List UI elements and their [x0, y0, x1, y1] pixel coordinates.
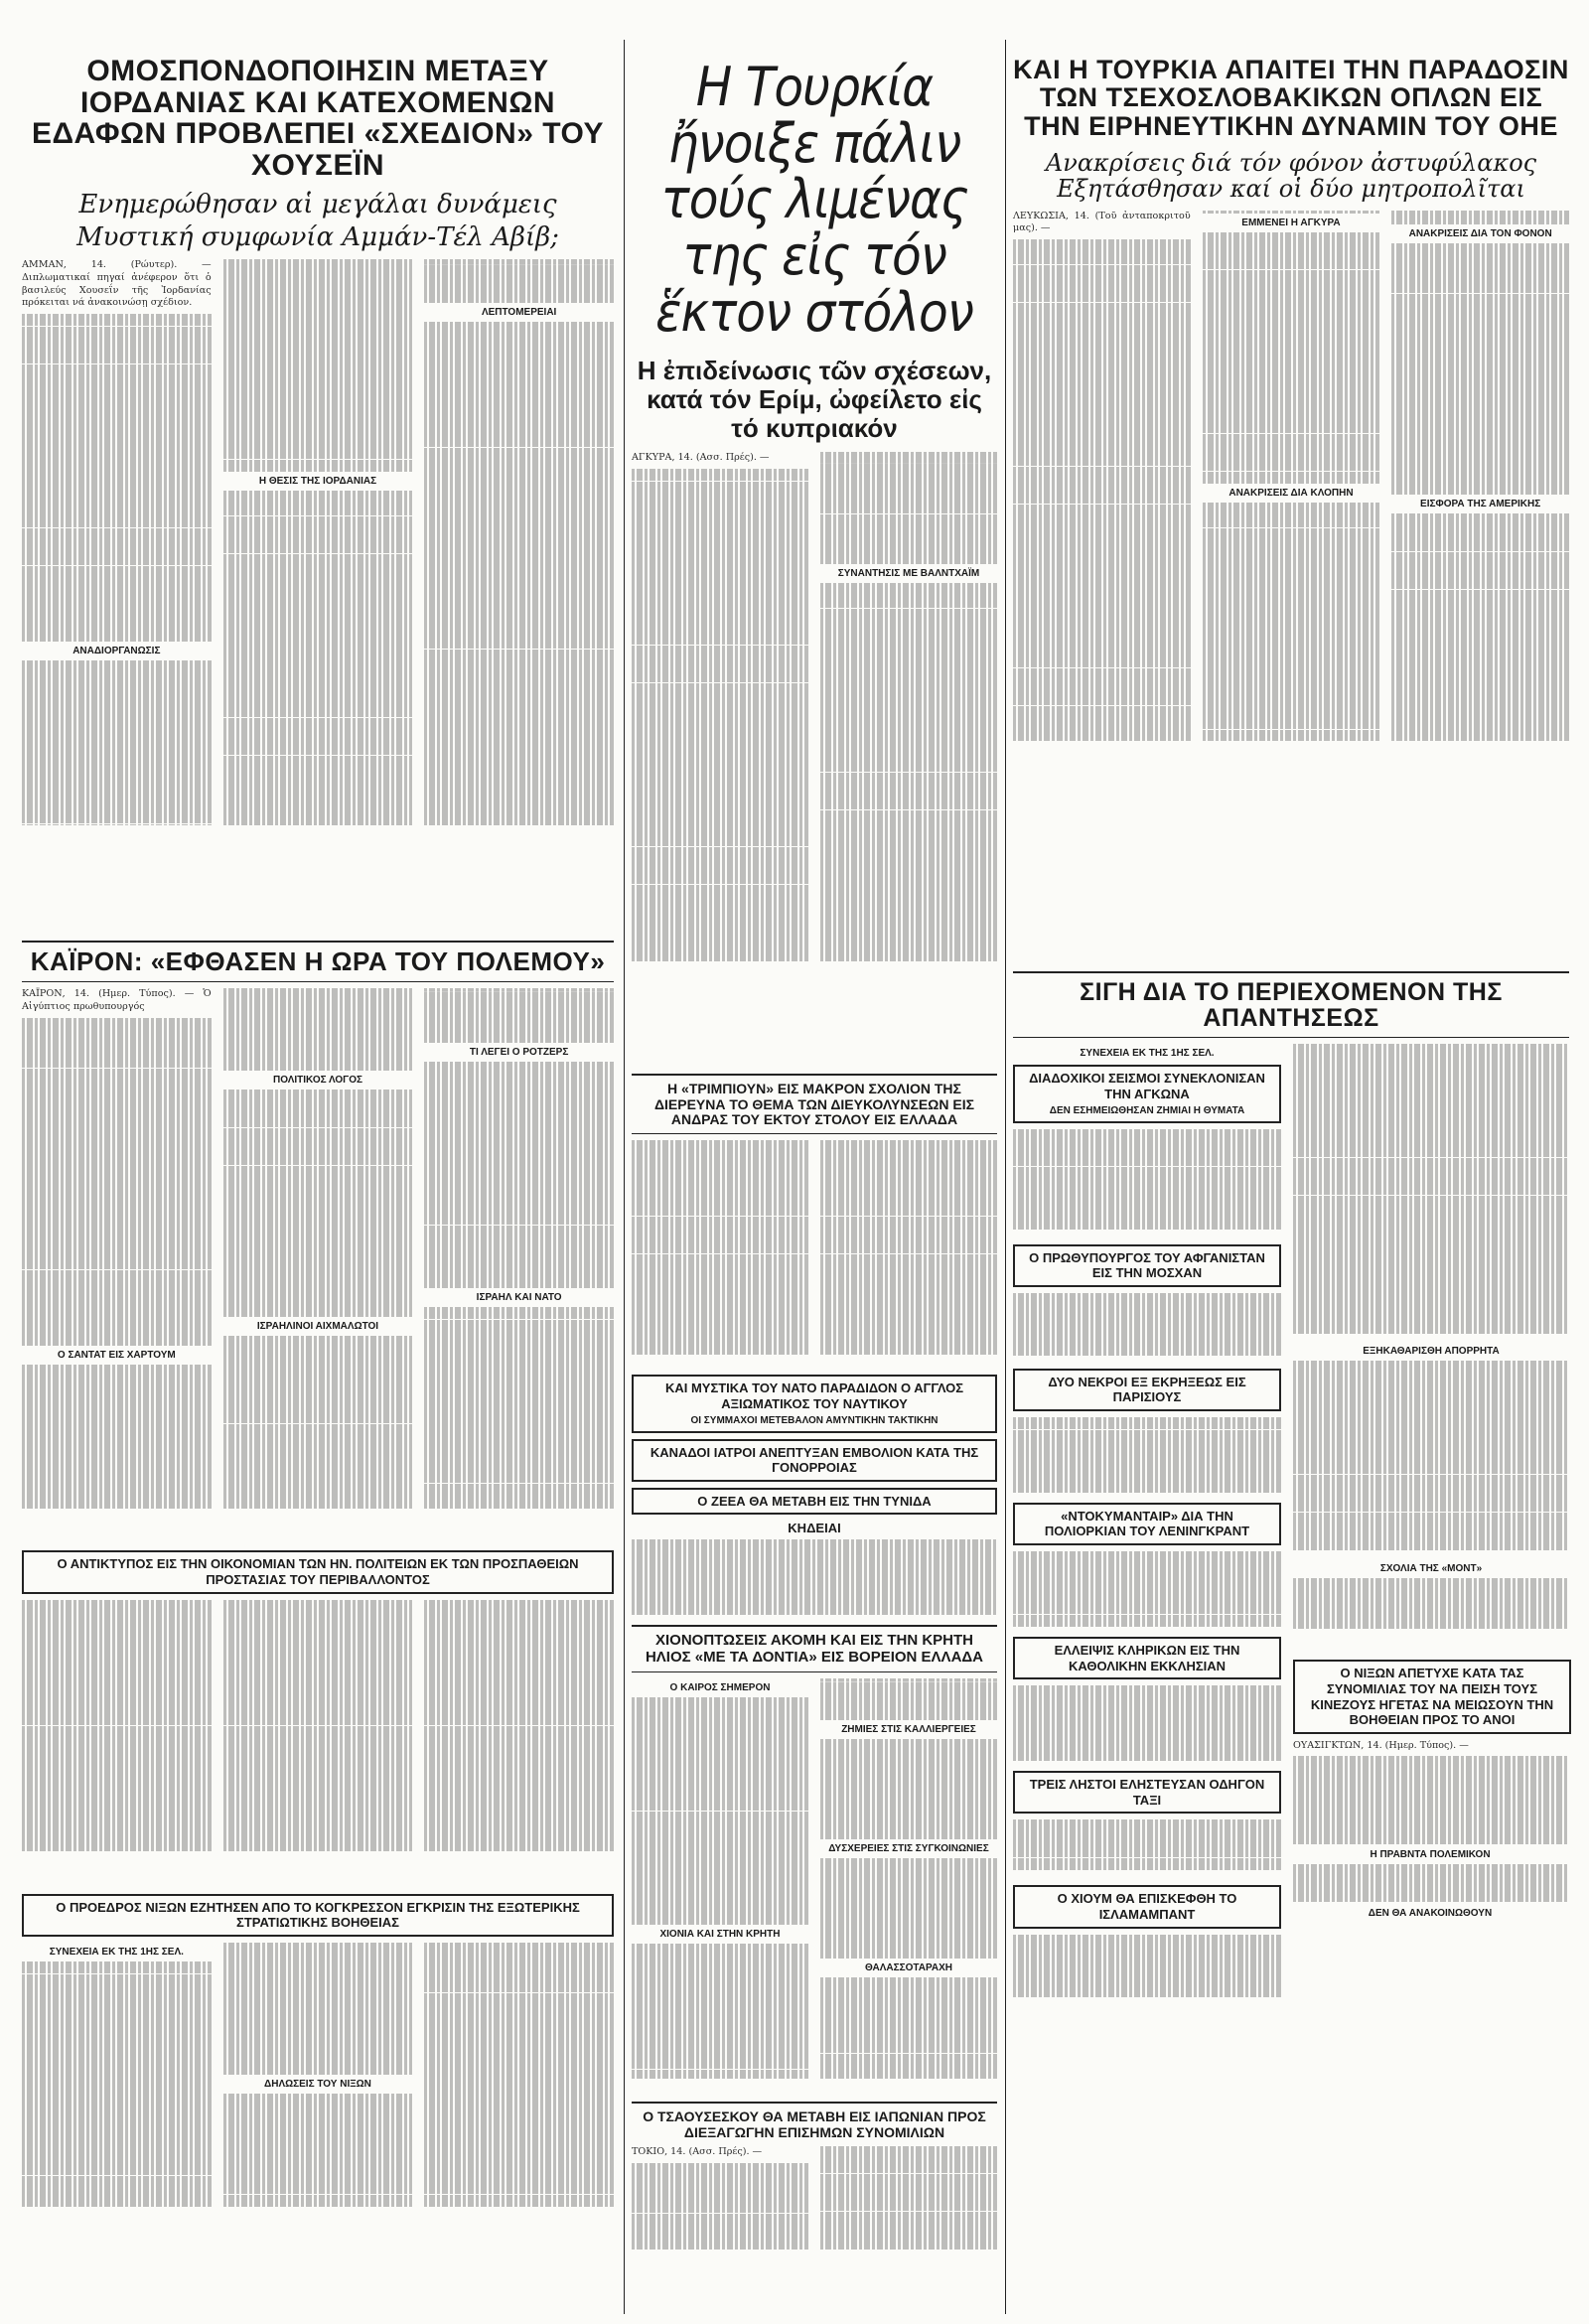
body-text-block — [820, 583, 997, 961]
box-headline: ΚΑΙ ΜΥΣΤΙΚΑ ΤΟΥ ΝΑΤΟ ΠΑΡΑΔΙΔΟΝ Ο ΑΓΓΛΟΣ ΑΞΙΩΜΑΤΙΚΟΣ ΤΟΥ ΝΑΥΤΙΚΟΥ — [664, 1380, 964, 1411]
divider — [632, 2102, 997, 2104]
article-ceausescu-body — [632, 2146, 997, 2275]
body-text-block — [1391, 243, 1569, 496]
middle-column — [632, 0, 997, 2324]
headline-box-economy — [22, 1550, 614, 1593]
body-text-block — [1293, 1578, 1569, 1638]
box-headline: Ο ΠΡΟΕΔΡΟΣ ΝΙΞΩΝ ΕΖΗΤΗΣΕΝ ΑΠΟ ΤΟ ΚΟΓΚΡΕΣΣΟΝ ΕΓΚΡΙΣΙΝ ΤΗΣ ΕΞΩΤΕΡΙΚΗΣ ΣΤΡΑΤΙΩΤΙΚΗΣ ΒΟΗΘΕΙΑΣ — [56, 1899, 580, 1931]
continuation-label: ΣΥΝΕΧΕΙΑ ΕΚ ΤΗΣ 1ΗΣ ΣΕΛ. — [49, 1946, 184, 1958]
divider — [632, 1074, 997, 1076]
headline-trimpioun: Η «ΤΡΙΜΠΙΟΥΝ» ΕΙΣ ΜΑΚΡΟΝ ΣΧΟΛΙΟΝ ΤΗΣ ΔΙΕΡΕΥΝΑ ΤΟ ΘΕΜΑ ΤΩΝ ΔΙΕΥΚΟΛΥΝΣΕΩΝ ΕΙΣ ΑΝΔΡΑΣ ΤΟΥ ΕΚΤΟΥ ΣΤΟΛΟΥ ΕΙΣ ΕΛΛΑΔΑ — [653, 1081, 975, 1127]
section-heading: ΑΝΑΔΙΟΡΓΑΝΩΣΙΣ — [72, 645, 161, 656]
body-text-block — [1013, 1417, 1281, 1497]
article-czech-arms-body — [1013, 211, 1569, 965]
body-text-block — [1293, 1756, 1567, 1845]
subheadline-investigations: Ανακρίσεις διά τόν φόνον ἀστυφύλακος Εξητάσθησαν καί οἱ δύο μητροπολῖται — [1045, 149, 1537, 204]
body-text-block — [223, 1089, 413, 1316]
body-text-block — [424, 1307, 614, 1509]
article-lead: ΑΜΜΑΝ, 14. (Ρώυτερ). — Διπλωματικαί πηγαί ἀνέφερον ὅτι ὁ βασιλεύς Χουσεΐν τῆς Ἰορδανίας πρόκειται νά ἀνακοινώσῃ σχέδιον. — [22, 259, 212, 309]
headline-box-hume — [1013, 1885, 1281, 1928]
body-text-block — [1013, 1819, 1281, 1879]
section-heading: ΕΙΣΦΟΡΑ ΤΗΣ ΑΜΕΡΙΚΗΣ — [1420, 499, 1541, 510]
section-heading: ΕΞΗΚΑΘΑΡΙΣΘΗ ΑΠΟΡΡΗΤΑ — [1363, 1346, 1500, 1358]
section-heading: ΧΙΟΝΙΑ ΚΑΙ ΣΤΗΝ ΚΡΗΤΗ — [659, 1928, 781, 1940]
column-divider — [1005, 40, 1006, 2314]
divider — [632, 1671, 997, 1672]
box-headline: ΕΛΛΕΙΨΙΣ ΚΛΗΡΙΚΩΝ ΕΙΣ ΤΗΝ ΚΑΘΟΛΙΚΗΝ ΕΚΚΛΗΣΙΑΝ — [1054, 1643, 1240, 1673]
article-snow-body — [632, 1678, 997, 2096]
body-text-block — [22, 1018, 212, 1346]
subheadline-erim: Η ἐπιδείνωσις τῶν σχέσεων, κατά τόν Ερίμ, ὠφείλετο εἰς τό κυπριακόν — [637, 356, 992, 443]
body-text-block — [1293, 1044, 1569, 1342]
body-text-block — [424, 1062, 614, 1288]
box-headline: Ο ΠΡΩΘΥΠΟΥΡΓΟΣ ΤΟΥ ΑΦΓΑΝΙΣΤΑΝ ΕΙΣ ΤΗΝ ΜΟΣΧΑΝ — [1029, 1249, 1265, 1281]
right-column — [1013, 0, 1569, 2324]
headline-box-canada — [632, 1439, 997, 1482]
body-text-block — [1013, 1685, 1281, 1765]
headline-turkey-czech-arms: ΚΑΙ Η ΤΟΥΡΚΙΑ ΑΠΑΙΤΕΙ ΤΗΝ ΠΑΡΑΔΟΣΙΝ ΤΩΝ ΤΣΕΧΟΣΛΟΒΑΚΙΚΩΝ ΟΠΛΩΝ ΕΙΣ ΤΗΝ ΕΙΡΗΝΕΥΤΙΚΗΝ ΔΥΝΑΜΙΝ ΤΟΥ ΟΗΕ — [1013, 55, 1569, 141]
box-headline: ΤΡΕΙΣ ΛΗΣΤΟΙ ΕΛΗΣΤΕΥΣΑΝ ΟΔΗΓΟΝ ΤΑΞΙ — [1029, 1777, 1265, 1808]
headline-cairo: ΚΑΪΡΟΝ: «ΕΦΘΑΣΕΝ Η ΩΡΑ ΤΟΥ ΠΟΛΕΜΟΥ» — [30, 946, 606, 977]
box-headline: Ο ΝΙΞΩΝ ΑΠΕΤΥΧΕ ΚΑΤΑ ΤΑΣ ΣΥΝΟΜΙΛΙΑΣ ΤΟΥ ΝΑ ΠΕΙΣΗ ΤΟΥΣ ΚΙΝΕΖΟΥΣ ΗΓΕΤΑΣ ΝΑ ΜΕΙΩΣΟΥΝ ΤΗΝ ΒΟΗΘΕΙΑΝ ΠΡΟΣ ΤΟ ΑΝΟΙ — [1310, 1666, 1554, 1728]
article-turkey-body — [632, 452, 997, 1068]
body-text-block — [1203, 232, 1380, 485]
divider — [1013, 1037, 1569, 1038]
article-lead: ΚΑΪΡΟΝ, 14. (Ημερ. Τύπος). — Ὁ Αἰγύπτιος πρωθυπουργός — [22, 988, 212, 1013]
article-jordan-body — [22, 259, 614, 935]
headline-silence: ΣΙΓΗ ΔΙΑ ΤΟ ΠΕΡΙΕΧΟΜΕΝΟΝ ΤΗΣ ΑΠΑΝΤΗΣΕΩΣ — [1080, 977, 1503, 1033]
article-nixon-china-body — [1293, 1740, 1567, 1968]
body-text-block — [632, 1140, 997, 1355]
body-text-block — [22, 1600, 614, 1852]
section-heading: ΔΗΛΩΣΕΙΣ ΤΟΥ ΝΙΞΩΝ — [264, 2079, 371, 2090]
box-headline: Ο ΖΕΕΑ ΘΑ ΜΕΤΑΒΗ ΕΙΣ ΤΗΝ ΤΥΝΙΔΑ — [697, 1493, 932, 1509]
headline-box-nixon-china — [1293, 1660, 1571, 1733]
body-text-block — [820, 1858, 997, 1959]
body-text-block — [1013, 1935, 1281, 2004]
article-lead: ΛΕΥΚΩΣΙΑ, 14. (Τοῦ ἀνταποκριτοῦ μας). — — [1013, 210, 1191, 234]
funerals-heading: ΚΗΔΕΙΑΙ — [788, 1521, 841, 1536]
section-heading: ΔΕΝ ΘΑ ΑΝΑΚΟΙΝΩΘΟΥΝ — [1368, 1908, 1493, 1920]
section-heading: ΠΟΛΙΤΙΚΟΣ ΛΟΓΟΣ — [272, 1075, 362, 1087]
body-text-block — [632, 1539, 997, 1619]
headline-turkey-ports: Η Τουρκία ἤνοιξε πάλιν τούς λιμένας της εἰς τόν ἕκτον στόλον — [655, 56, 973, 344]
divider — [22, 981, 614, 982]
body-text-block — [1013, 1551, 1281, 1631]
left-column — [22, 0, 614, 2324]
body-text-block — [1293, 1864, 1567, 1904]
body-text-block — [1293, 1361, 1569, 1559]
article-cairo-body — [22, 988, 614, 1544]
box-headline: ΔΙΑΔΟΧΙΚΟΙ ΣΕΙΣΜΟΙ ΣΥΝΕΚΛΟΝΙΣΑΝ ΤΗΝ ΑΓΚΩΝΑ — [1029, 1071, 1265, 1101]
column-divider — [624, 40, 625, 2314]
body-text-block — [1013, 1129, 1281, 1238]
headline-snow: ΧΙΟΝΟΠΤΩΣΕΙΣ ΑΚΟΜΗ ΚΑΙ ΕΙΣ ΤΗΝ ΚΡΗΤΗ ΗΛΙΟΣ «ΜΕ ΤΑ ΔΟΝΤΙΑ» ΕΙΣ ΒΟΡΕΙΟΝ ΕΛΛΑΔΑ — [645, 1632, 984, 1666]
section-heading: ΖΗΜΙΕΣ ΣΤΙΣ ΚΑΛΛΙΕΡΓΕΙΕΣ — [841, 1723, 976, 1735]
section-heading: ΘΑΛΑΣΣΟΤΑΡΑΧΗ — [864, 1962, 953, 1974]
section-heading: Η ΠΡΑΒΝΤΑ ΠΟΛΕΜΙΚΟΝ — [1370, 1849, 1491, 1861]
section-heading: ΛΕΠΤΟΜΕΡΕΙΑΙ — [481, 306, 557, 318]
headline-box-quakes — [1013, 1065, 1281, 1122]
box-headline: Ο ΑΝΤΙΚΤΥΠΟΣ ΕΙΣ ΤΗΝ ΟΙΚΟΝΟΜΙΑΝ ΤΩΝ ΗΝ. ΠΟΛΙΤΕΙΩΝ ΕΚ ΤΩΝ ΠΡΟΣΠΑΘΕΙΩΝ ΠΡΟΣΤΑΣΙΑΣ ΤΟΥ ΠΕΡΙΒΑΛΛΟΝΤΟΣ — [57, 1556, 579, 1588]
section-heading: Ο ΣΑΝΤΑΤ ΕΙΣ ΧΑΡΤΟΥΜ — [57, 1349, 176, 1361]
section-heading: ΑΝΑΚΡΙΣΕΙΣ ΔΙΑ ΚΛΟΠΗΝ — [1228, 488, 1354, 500]
divider — [22, 941, 614, 943]
divider — [632, 1133, 997, 1134]
body-text-block — [820, 1739, 997, 1839]
headline-box-zeea — [632, 1488, 997, 1516]
box-subheadline: ΔΕΝ ΕΣΗΜΕΙΩΘΗΣΑΝ ΖΗΜΙΑΙ Η ΘΥΜΑΤΑ — [1049, 1104, 1245, 1116]
section-heading: ΕΜΜΕΝΕΙ Η ΑΓΚΥΡΑ — [1241, 217, 1341, 228]
article-lead: ΑΓΚΥΡΑ, 14. (Ασσ. Πρές). — — [632, 452, 770, 464]
article-lead: ΟΥΑΣΙΓΚΤΩΝ, 14. (Ημερ. Τύπος). — — [1293, 1739, 1469, 1751]
box-headline: Ο ΧΙΟΥΜ ΘΑ ΕΠΙΣΚΕΦΘΗ ΤΟ ΙΣΛΑΜΑΜΠΑΝΤ — [1057, 1891, 1237, 1923]
body-text-block — [1013, 1293, 1281, 1363]
section-heading: ΤΙ ΛΕΓΕΙ Ο ΡΟΤΖΕΡΣ — [469, 1046, 569, 1058]
section-heading: ΑΝΑΚΡΙΣΕΙΣ ΔΙΑ ΤΟΝ ΦΟΝΟΝ — [1408, 227, 1552, 239]
continuation-label: ΣΥΝΕΧΕΙΑ ΕΚ ΤΗΣ 1ΗΣ ΣΕΛ. — [1080, 1048, 1215, 1060]
divider — [632, 1625, 997, 1627]
body-text-block — [22, 314, 212, 642]
subheadline-powers: Ενημερώθησαν αἱ μεγάλαι δυνάμεις — [78, 190, 557, 219]
headline-box-taxi — [1013, 1771, 1281, 1814]
section-heading: ΣΥΝΑΝΤΗΣΙΣ ΜΕ ΒΑΛΝΤΧΑΪΜ — [837, 568, 980, 580]
section-heading: ΔΥΣΧΕΡΕΙΕΣ ΣΤΙΣ ΣΥΓΚΟΙΝΩΝΙΕΣ — [828, 1843, 989, 1855]
lower-right-subcolumn — [1013, 1044, 1281, 1997]
headline-box-leningrad — [1013, 1503, 1281, 1545]
article-nixon-aid-body — [22, 1943, 614, 2241]
body-text-block — [1391, 513, 1569, 740]
headline-box-nixon-aid — [22, 1894, 614, 1937]
box-subheadline: ΟΙ ΣΥΜΜΑΧΟΙ ΜΕΤΕΒΑΛΟΝ ΑΜΥΝΤΙΚΗΝ ΤΑΚΤΙΚΗΝ — [690, 1414, 939, 1426]
divider — [1013, 971, 1569, 973]
headline-box-explosion — [1013, 1369, 1281, 1411]
headline-box-nato — [632, 1375, 997, 1432]
body-text-block — [632, 1697, 808, 1924]
body-text-block — [424, 322, 614, 825]
article-economy-body — [22, 1600, 614, 1888]
box-headline: ΚΑΝΑΔΟΙ ΙΑΤΡΟΙ ΑΝΕΠΤΥΞΑΝ ΕΜΒΟΛΙΟΝ ΚΑΤΑ ΤΗΣ ΓΟΝΟΡΡΟΙΑΣ — [650, 1444, 979, 1476]
section-heading: ΙΣΡΑΗΛ ΚΑΙ ΝΑΤΟ — [476, 1291, 562, 1303]
section-heading: Η ΘΕΣΙΣ ΤΗΣ ΙΟΡΔΑΝΙΑΣ — [258, 476, 377, 488]
headline-box-afghan-pm — [1013, 1244, 1281, 1287]
headline-box-clergy — [1013, 1637, 1281, 1679]
body-text-block — [820, 1977, 997, 2078]
article-trimpioun-body — [632, 1140, 997, 1369]
body-text-block — [632, 2146, 997, 2249]
section-heading: Ο ΚΑΙΡΟΣ ΣΗΜΕΡΟΝ — [669, 1682, 771, 1694]
section-heading: ΣΧΟΛΙΑ ΤΗΣ «ΜΟΝΤ» — [1379, 1563, 1483, 1575]
box-headline: ΔΥΟ ΝΕΚΡΟΙ ΕΞ ΕΚΡΗΞΕΩΣ ΕΙΣ ΠΑΡΙΣΙΟΥΣ — [1048, 1374, 1246, 1405]
headline-jordan: ΟΜΟΣΠΟΝΔΟΠΟΙΗΣΙΝ ΜΕΤΑΞΥ ΙΟΡΔΑΝΙΑΣ ΚΑΙ ΚΑΤΕΧΟΜΕΝΩΝ ΕΔΑΦΩΝ ΠΡΟΒΛΕΠΕΙ «ΣΧΕΔΙΟΝ» ΤΟΥ ΧΟΥΣΕΪΝ — [31, 55, 605, 182]
headline-ceausescu: Ο ΤΣΑΟΥΣΕΣΚΟΥ ΘΑ ΜΕΤΑΒΗ ΕΙΣ ΙΑΠΩΝΙΑΝ ΠΡΟΣ ΔΙΕΞΑΓΩΓΗΝ ΕΠΙΣΗΜΩΝ ΣΥΝΟΜΙΛΙΩΝ — [643, 2108, 986, 2140]
subheadline-secret-agreement: Μυστική συμφωνία Αμμάν-Τέλ Αβίβ; — [76, 221, 559, 252]
article-lead: ΤΟΚΙΟ, 14. (Ασσ. Πρές). — — [632, 2146, 763, 2158]
box-headline: «ΝΤΟΚΥΜΑΝΤΑΙΡ» ΔΙΑ ΤΗΝ ΠΟΛΙΟΡΚΙΑΝ ΤΟΥ ΛΕΝΙΝΓΚΡΑΝΤ — [1044, 1508, 1250, 1539]
section-heading: ΙΣΡΑΗΛΙΝΟΙ ΑΙΧΜΑΛΩΤΟΙ — [256, 1320, 379, 1332]
